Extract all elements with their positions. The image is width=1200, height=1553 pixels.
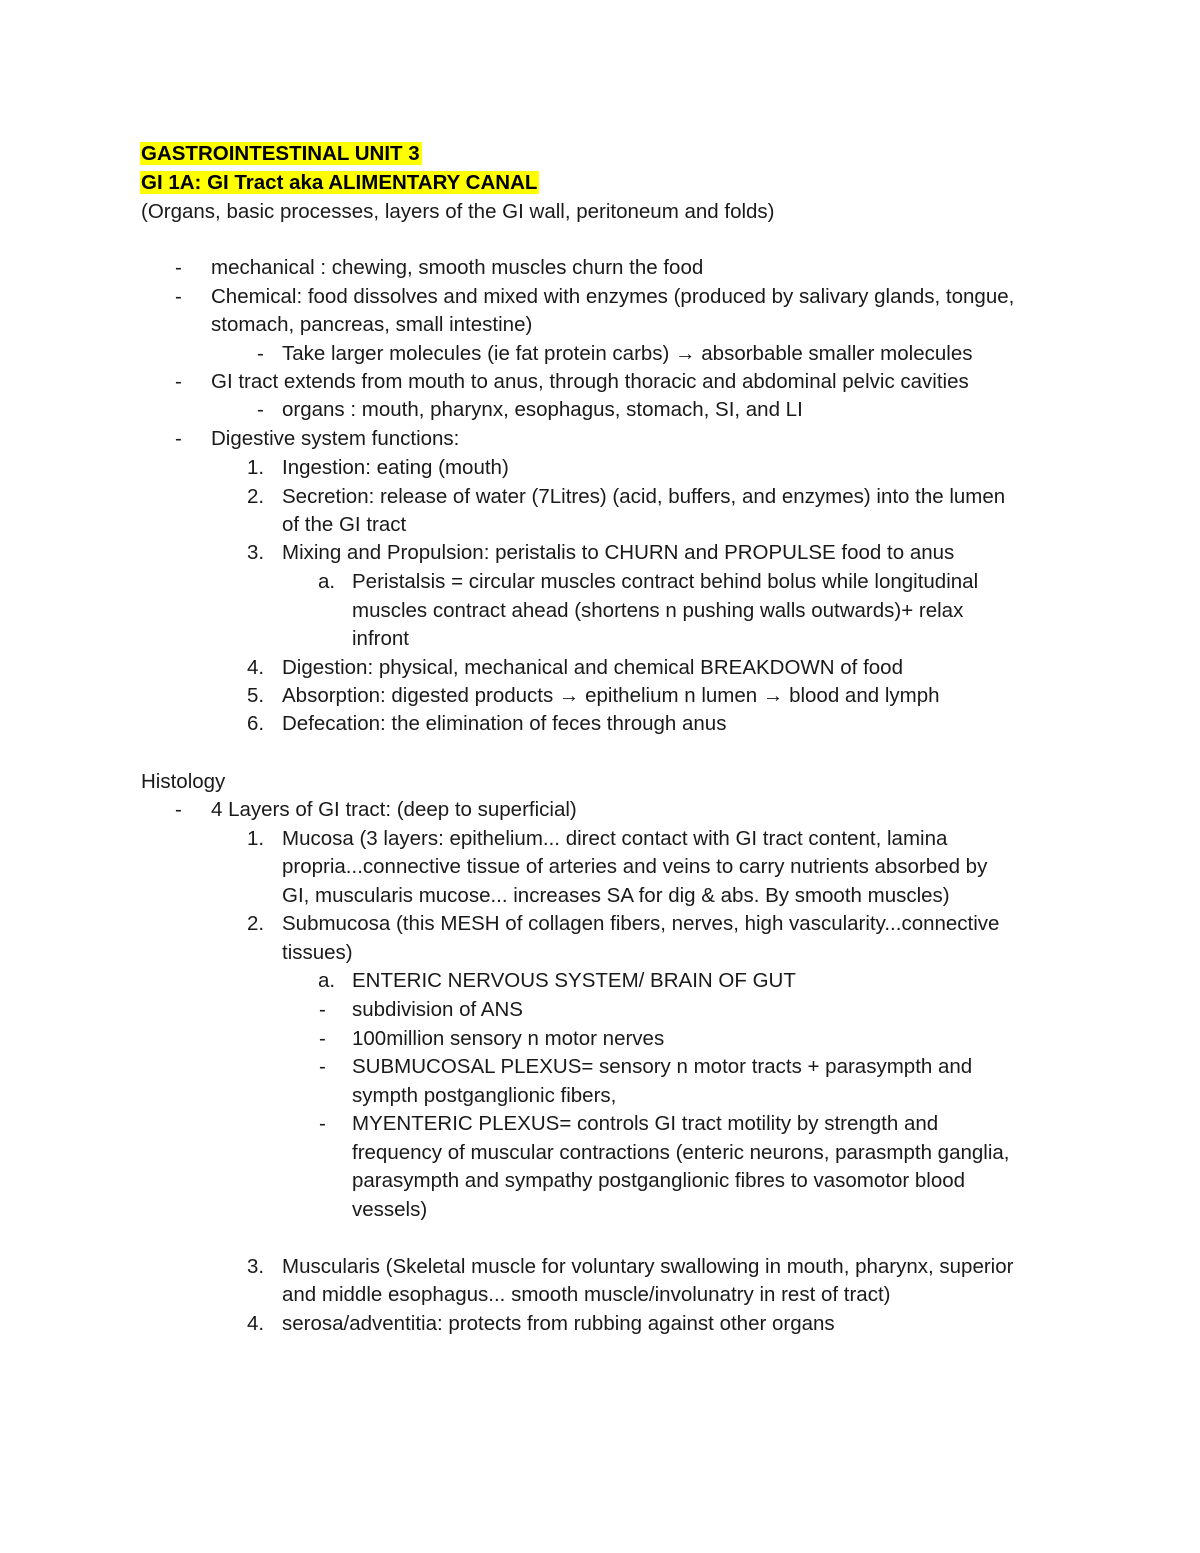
bullet-gi-tract: GI tract extends from mouth to anus, through thoracic and abdominal pelvic cavities (211, 370, 969, 393)
function-mixing: Mixing and Propulsion: peristalis to CHURN and PROPULSE food to anus (282, 541, 955, 564)
sub-bullet-dash: - (257, 398, 264, 421)
list-letter: a. (318, 969, 336, 992)
layer-submucosa-line2: tissues) (282, 941, 353, 964)
bullet-dash: - (175, 798, 182, 821)
list-number: 3. (247, 541, 265, 564)
layer-submucosa-line1: Submucosa (this MESH of collagen fibers, nerves, high vascularity...connective (282, 912, 1000, 935)
list-number: 6. (247, 712, 265, 735)
bullet-chemical-line2: stomach, pancreas, small intestine) (211, 313, 533, 336)
sub-bullet-dash: - (319, 1027, 326, 1050)
list-number: 5. (247, 684, 265, 707)
bullet-chemical-line1: Chemical: food dissolves and mixed with enzymes (produced by salivary glands, tongue, (211, 285, 1015, 308)
list-number: 2. (247, 485, 265, 508)
function-ingestion: Ingestion: eating (mouth) (282, 456, 509, 479)
bullet-dash: - (175, 370, 182, 393)
sub-bullet-dash: - (319, 1112, 326, 1135)
bullet-four-layers: 4 Layers of GI tract: (deep to superficial) (211, 798, 577, 821)
bullet-dash: - (175, 256, 182, 279)
function-defecation: Defecation: the elimination of feces through anus (282, 712, 727, 735)
layer-mucosa-line3: GI, muscularis mucose... increases SA for dig & abs. By smooth muscles) (282, 884, 950, 907)
sub-bullet-dash: - (319, 1055, 326, 1078)
list-letter: a. (318, 570, 336, 593)
ens-nerves: 100million sensory n motor nerves (352, 1027, 665, 1050)
function-absorption: Absorption: digested products → epithelium n lumen → blood and lymph (282, 684, 940, 707)
layer-serosa: serosa/adventitia: protects from rubbing against other organs (282, 1312, 835, 1335)
bullet-functions: Digestive system functions: (211, 427, 460, 450)
sub-bullet-dash: - (319, 998, 326, 1021)
sub-bullet-dash: - (257, 342, 264, 365)
doc-subtitle (140, 169, 539, 197)
sub-bullet-molecules: Take larger molecules (ie fat protein carbs) → absorbable smaller molecules (282, 342, 973, 365)
bullet-dash: - (175, 285, 182, 308)
ens-subdivision: subdivision of ANS (352, 998, 523, 1021)
enteric-nervous-system: ENTERIC NERVOUS SYSTEM/ BRAIN OF GUT (352, 969, 796, 992)
peristalsis-line2: muscles contract ahead (shortens n pushing walls outwards)+ relax (352, 599, 964, 622)
peristalsis-line3: infront (352, 627, 409, 650)
list-number: 4. (247, 656, 265, 679)
list-number: 2. (247, 912, 265, 935)
list-number: 1. (247, 456, 265, 479)
function-secretion-line2: of the GI tract (282, 513, 407, 536)
layer-muscularis-line2: and middle esophagus... smooth muscle/involunatry in rest of tract) (282, 1283, 891, 1306)
myenteric-plexus-line1: MYENTERIC PLEXUS= controls GI tract motility by strength and (352, 1112, 939, 1135)
bullet-dash: - (175, 427, 182, 450)
list-number: 4. (247, 1312, 265, 1335)
bullet-mechanical: mechanical : chewing, smooth muscles churn the food (211, 256, 704, 279)
histology-heading: Histology (141, 770, 226, 793)
list-number: 3. (247, 1255, 265, 1278)
layer-muscularis-line1: Muscularis (Skeletal muscle for voluntary swallowing in mouth, pharynx, superior (282, 1255, 1014, 1278)
myenteric-plexus-line4: vessels) (352, 1198, 428, 1221)
layer-mucosa-line2: propria...connective tissue of arteries and veins to carry nutrients absorbed by (282, 855, 988, 878)
peristalsis-line1: Peristalsis = circular muscles contract behind bolus while longitudinal (352, 570, 979, 593)
function-digestion: Digestion: physical, mechanical and chemical BREAKDOWN of food (282, 656, 903, 679)
submucosal-plexus-line1: SUBMUCOSAL PLEXUS= sensory n motor tracts + parasympth and (352, 1055, 973, 1078)
submucosal-plexus-line2: sympth postganglionic fibers, (352, 1084, 617, 1107)
title-highlight: GASTROINTESTINAL UNIT 3 (141, 142, 420, 165)
layer-mucosa-line1: Mucosa (3 layers: epithelium... direct contact with GI tract content, lamina (282, 827, 948, 850)
intro-text: (Organs, basic processes, layers of the GI wall, peritoneum and folds) (141, 200, 775, 223)
sub-bullet-organs: organs : mouth, pharynx, esophagus, stomach, SI, and LI (282, 398, 803, 421)
myenteric-plexus-line2: frequency of muscular contractions (enteric neurons, parasmpth ganglia, (352, 1141, 1010, 1164)
function-secretion-line1: Secretion: release of water (7Litres) (acid, buffers, and enzymes) into the lumen (282, 485, 1006, 508)
list-number: 1. (247, 827, 265, 850)
doc-title (140, 140, 422, 168)
myenteric-plexus-line3: parasympth and sympathy postganglionic fibres to vasomotor blood (352, 1169, 966, 1192)
subtitle-highlight: GI 1A: GI Tract aka ALIMENTARY CANAL (141, 171, 538, 194)
